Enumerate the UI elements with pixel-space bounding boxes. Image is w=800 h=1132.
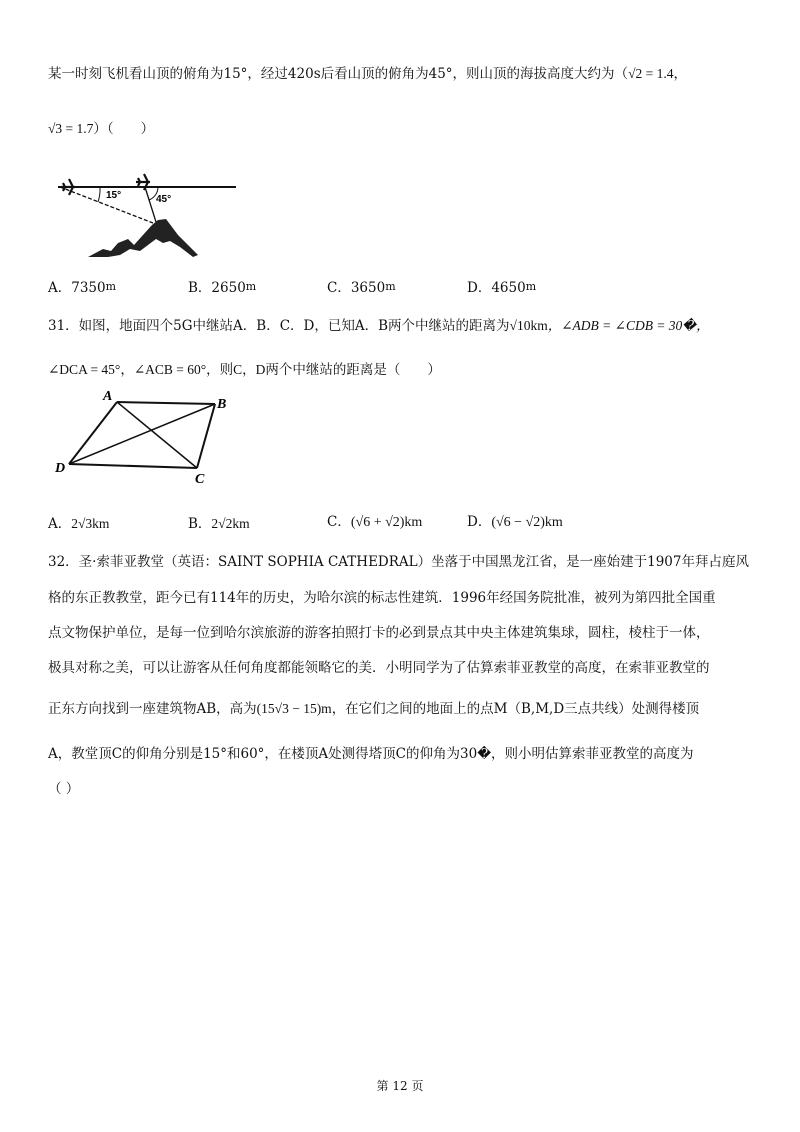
q30-line2 [48,117,154,137]
q31-condition: ，∠ADB = ∠CDB = 30�， [547,318,710,333]
q31-option-b[interactable]: B．2√2km [188,516,250,532]
vertex-d-label: D [55,461,66,476]
q30-tail: ）（ ） [93,121,155,137]
q30-line1 [48,62,687,82]
q30-comma: ， [673,66,687,82]
q31-line2: ∠DCA = 45°，∠ACB = 60°，则C，D两个中继站的距离是（ ） [48,362,441,377]
page-number: 第 12 页 [376,1079,424,1093]
q30-figure [48,165,243,265]
vertex-c-label: C [195,472,205,487]
sqrt2-value: √2 = 1.4 [628,66,674,81]
angle-45-label: 45° [156,194,172,205]
vertex-a-label: A [103,389,113,404]
q31-line1 [48,314,710,334]
q32-line3: 点文物保护单位，是每一位到哈尔滨旅游的游客拍照打卡的必到景点其中央主体建筑集球，圆柱，棱柱于一体， [48,625,710,641]
q31-distance: √10km [509,318,548,333]
q30-option-c[interactable]: C．3650m [327,280,396,296]
angle-15-label: 15° [106,190,122,201]
q31-option-d[interactable]: D．(√6 − √2)km [467,514,563,530]
q31-option-a[interactable]: A．2√3km [48,516,110,532]
q30-line1-text: 某一时刻飞机看山顶的俯角为15°，经过420s后看山顶的俯角为45°，则山顶的海拔高度大约为（ [48,66,629,82]
q31-figure [55,388,245,488]
q32-line4: 极具对称之美，可以让游客从任何角度都能领略它的美．小明同学为了估算索菲亚教堂的高度，在索菲亚教堂的 [48,660,710,676]
q31-option-c[interactable]: C．(√6 + √2)km [327,514,423,530]
q32-line6: A，教堂顶C的仰角分别是15°和60°，在楼顶A处测得塔顶C的仰角为30�，则小明估算索菲亚教堂的高度为 [48,746,694,762]
q32-line2: 格的东正教教堂，距今已有114年的历史，为哈尔滨的标志性建筑．1996年经国务院批准，被列为第四批全国重 [48,590,716,606]
q32-height: (15√3 − 15)m [256,701,332,716]
vertex-b-label: B [217,397,227,412]
q31-line1-text: 31．如图，地面四个5G中继站A．B．C．D，已知A．B两个中继站的距离为 [48,318,510,334]
sqrt3-value: √3 = 1.7 [48,121,94,136]
q32-line5: 正东方向找到一座建筑物AB，高为(15√3 − 15)m，在它们之间的地面上的点M（B,M,D三点共线）处测得楼顶 [48,701,700,717]
mountain-shape [88,219,198,257]
q30-option-b[interactable]: B．2650m [188,280,257,296]
q32-line7: （ ） [48,781,80,797]
q30-option-a[interactable]: A．7350m [48,280,117,296]
q32-line1: 32．圣·索菲亚教堂（英语：SAINT SOPHIA CATHEDRAL）坐落于中国黑龙江省，是一座始建于1907年拜占庭风 [48,554,749,570]
q30-option-d[interactable]: D．4650m [467,280,537,296]
